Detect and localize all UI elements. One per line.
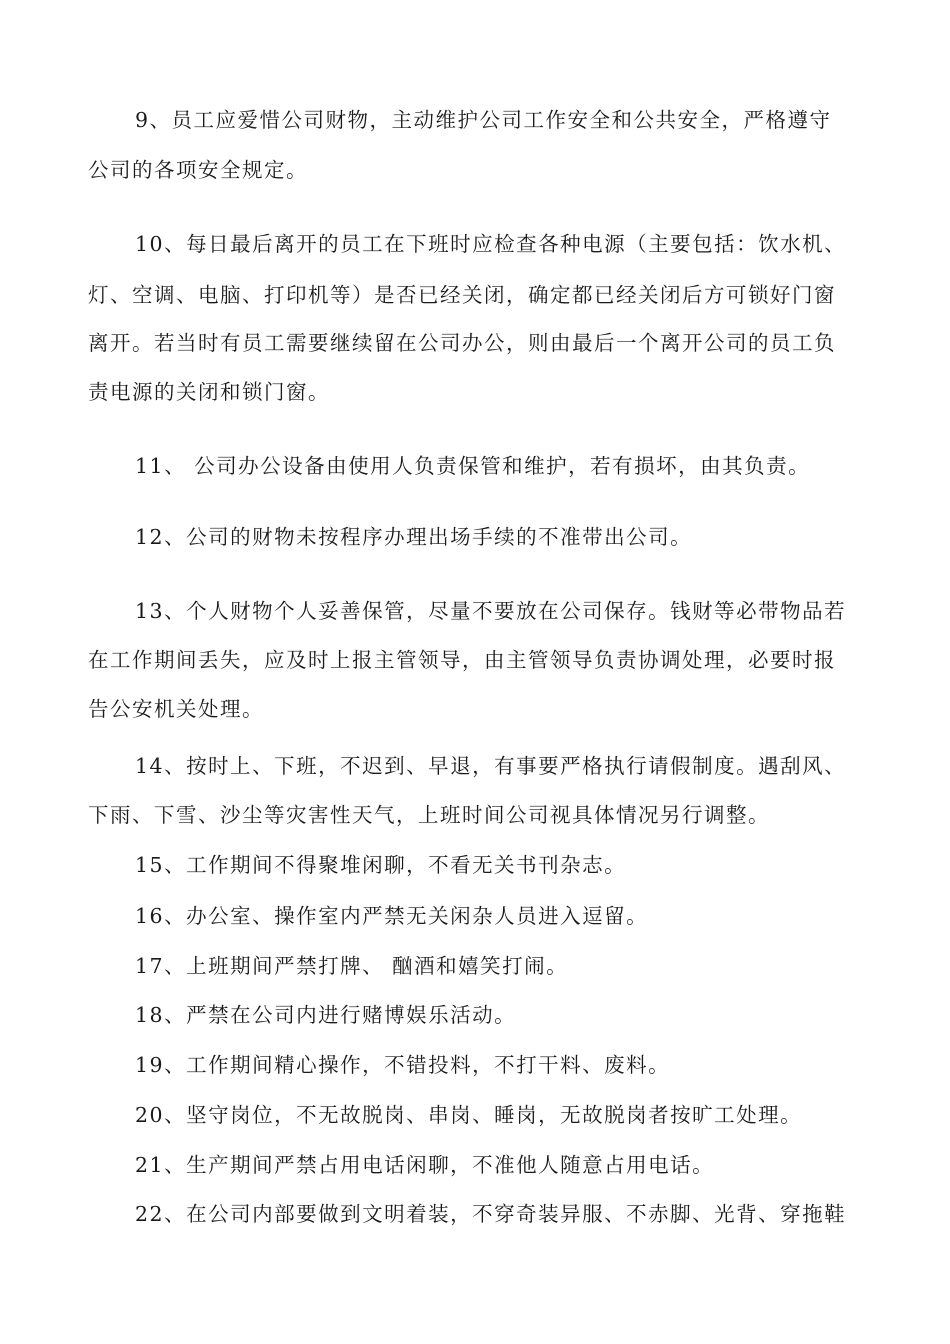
rule-13-line-3: 告公安机关处理。: [88, 697, 264, 721]
rule-22-line-1: 22、在公司内部要做到文明着装，不穿奇装异服、不赤脚、光背、穿拖鞋: [135, 1202, 847, 1226]
rule-9-line-1: 9、员工应爱惜公司财物，主动维护公司工作安全和公共安全，严格遵守: [135, 108, 832, 132]
rule-20-line-1: 20、坚守岗位，不无故脱岗、串岗、睡岗，无故脱岗者按旷工处理。: [135, 1103, 803, 1127]
rule-10-line-3: 离开。若当时有员工需要继续留在公司办公，则由最后一个离开公司的员工负: [88, 331, 836, 355]
rule-19-line-1: 19、工作期间精心操作，不错投料，不打干料、废料。: [135, 1053, 671, 1077]
rule-12-line-1: 12、公司的财物未按程序办理出场手续的不准带出公司。: [135, 525, 693, 549]
rule-14-line-1: 14、按时上、下班，不迟到、早退，有事要严格执行请假制度。遇刮风、: [135, 754, 847, 778]
rule-10-line-4: 责电源的关闭和锁门窗。: [88, 380, 330, 404]
rule-16-line-1: 16、办公室、操作室内严禁无关闲杂人员进入逗留。: [135, 904, 649, 928]
rule-13-line-1: 13、个人财物个人妥善保管，尽量不要放在公司保存。钱财等必带物品若: [135, 599, 847, 623]
rule-10-line-2: 灯、空调、电脑、打印机等）是否已经关闭，确定都已经关闭后方可锁好门窗: [88, 283, 836, 307]
rule-18-line-1: 18、严禁在公司内进行赌博娱乐活动。: [135, 1003, 517, 1027]
rule-10-line-1: 10、每日最后离开的员工在下班时应检查各种电源（主要包括：饮水机、: [135, 232, 847, 256]
rule-17-line-1: 17、上班期间严禁打牌、 酗酒和嬉笑打闹。: [135, 954, 569, 978]
rule-14-line-2: 下雨、下雪、沙尘等灾害性天气，上班时间公司视具体情况另行调整。: [88, 803, 770, 827]
rule-15-line-1: 15、工作期间不得聚堆闲聊，不看无关书刊杂志。: [135, 853, 627, 877]
rule-13-line-2: 在工作期间丢失，应及时上报主管领导，由主管领导负责协调处理，必要时报: [88, 648, 836, 672]
rule-11-line-1: 11、 公司办公设备由使用人负责保管和维护，若有损坏，由其负责。: [135, 454, 811, 478]
rule-21-line-1: 21、生产期间严禁占用电话闲聊，不准他人随意占用电话。: [135, 1153, 715, 1177]
rule-9-line-2: 公司的各项安全规定。: [88, 158, 308, 182]
